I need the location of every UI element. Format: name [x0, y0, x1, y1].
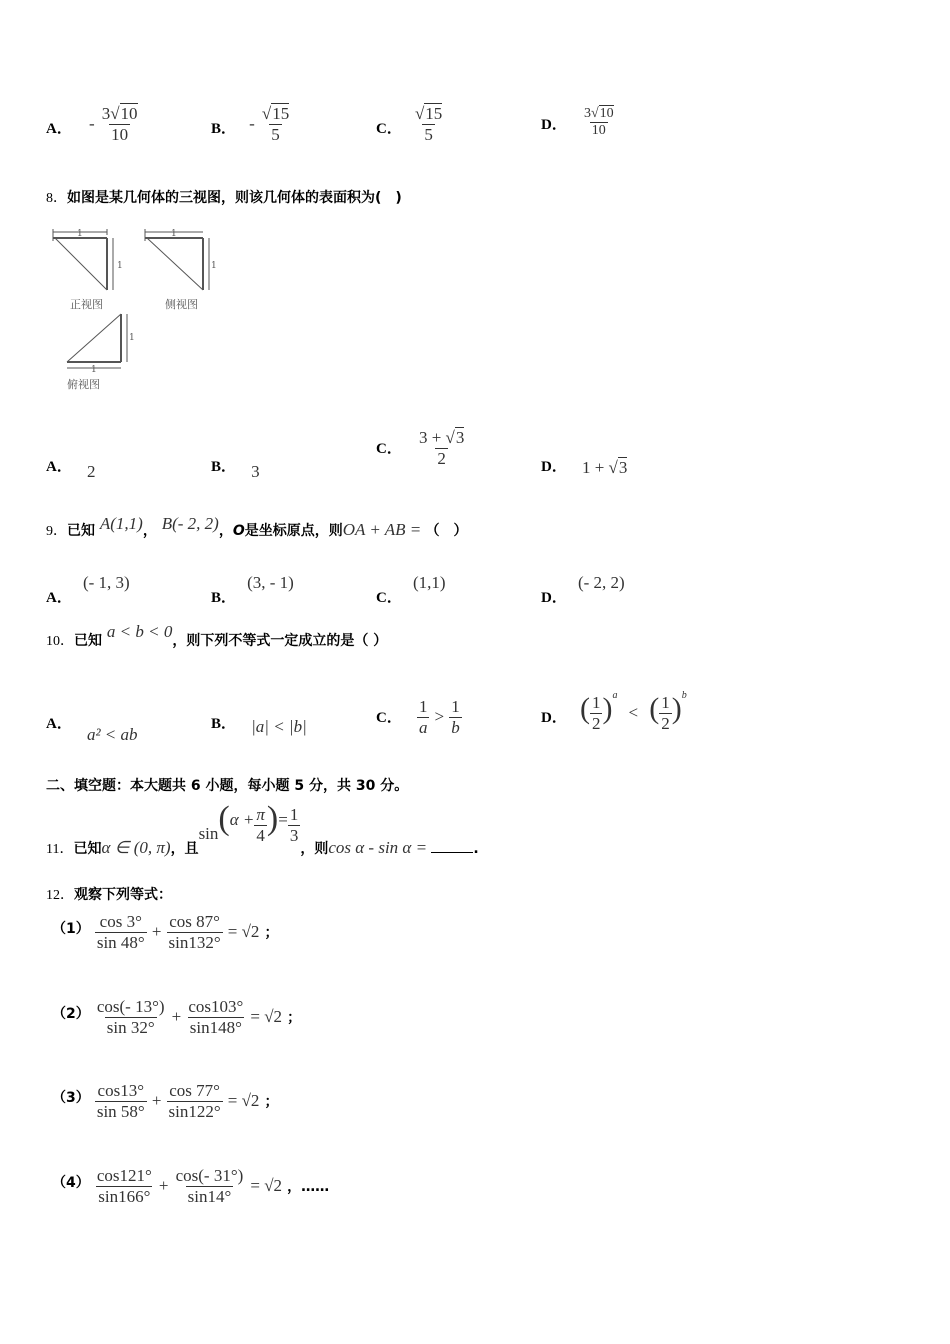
q7-option-b: B． - $\frac{√15}{5}$ — [211, 104, 290, 144]
q10-option-c: C． $\frac{1}{a}$ > $\frac{1}{b}$ — [376, 697, 460, 737]
q12-equation-1: （1） $\frac{\cos 3^\circ}{\sin 48^\circ}$ + $\frac{\cos 87^\circ}{\sin 132^\circ}$ = √2 ； — [52, 912, 279, 952]
fraction: $\frac{1}{b}$ — [451, 697, 460, 737]
q12-equation-3: （3） $\frac{\cos 13^\circ}{\sin 58^\circ}$ + $\frac{\cos 77^\circ}{\sin 122^\circ}$ = √2 ； — [52, 1081, 279, 1121]
question-number: 11． — [46, 842, 74, 857]
q9-option-b: B． (3, - 1) — [211, 573, 294, 606]
fraction: $\frac{√15}{5}$ — [261, 104, 290, 144]
q10-option-a: A． a² < ab — [46, 716, 138, 744]
question-number: 9． — [46, 524, 67, 539]
three-view-figure — [45, 222, 215, 397]
q10-option-b: B． |a| < |b| — [211, 716, 307, 736]
fraction: $\frac{1}{a}$ — [418, 697, 428, 737]
fraction: $\frac{\cos 87^\circ}{\sin 132^\circ}$ — [168, 912, 221, 952]
option-label: D． — [541, 710, 567, 726]
side-height-label: 1 — [211, 261, 217, 271]
target-expression: cos α - sin α = — [328, 838, 432, 857]
fraction: $\frac{1}{2}$ — [591, 693, 601, 733]
q8-stem — [46, 187, 402, 207]
fraction: $\frac{\pi}{4}$ — [256, 804, 265, 845]
option-label: B． — [211, 590, 237, 606]
q9-option-c: C． (1,1) — [376, 573, 446, 606]
section-heading: 二、填空题：本大题共 6 小题，每小题 5 分，共 30 分。 — [46, 778, 409, 794]
q9-stem: 9．已知 A(1,1)， B(- 2, 2)，O是坐标原点，则OA + AB = （ ） — [46, 514, 468, 539]
q7-option-a: A． - $\frac{3√10}{10}$ — [46, 104, 138, 144]
top-dim-label: 1 — [91, 365, 97, 375]
q7-option-d — [541, 106, 616, 139]
vector-expression: OA + AB = — [342, 520, 426, 539]
q8-option-b: B． 3 — [211, 459, 260, 481]
question-text: 如图是某几何体的三视图，则该几何体的表面积为( ) — [67, 190, 402, 206]
top-view — [67, 314, 127, 368]
q8-option-d: D． 1 + √3 — [541, 458, 628, 477]
fraction: $\frac{\cos 3^\circ}{\sin 48^\circ}$ — [96, 912, 145, 952]
question-number: 12． — [46, 888, 74, 903]
side-view — [145, 229, 209, 290]
front-view — [53, 229, 113, 290]
question-number: 10． — [46, 634, 74, 649]
side-view-label: 侧视图 — [165, 298, 198, 311]
fraction: $\frac{1}{3}$ — [289, 804, 299, 845]
fraction: $\frac{\cos 121^\circ}{\sin 166^\circ}$ — [96, 1166, 152, 1206]
q12-stem: 12．观察下列等式： — [46, 887, 172, 903]
fraction: $\frac{\cos 77^\circ}{\sin 122^\circ}$ — [168, 1081, 221, 1121]
option-label: C． — [376, 590, 402, 606]
fraction: $\frac{1}{2}$ — [661, 693, 670, 733]
front-height-label: 1 — [117, 261, 123, 271]
q8-option-c — [376, 428, 466, 469]
fraction: $\frac{3√10}{10}$ — [101, 104, 138, 144]
answer-blank — [431, 852, 473, 853]
fraction: $\frac{\cos 13^\circ}{\sin 58^\circ}$ — [96, 1081, 145, 1121]
option-label: D． — [541, 459, 567, 475]
option-label: C． — [376, 710, 402, 726]
q10-option-d: D． ( $\frac{1}{2}$ )$^a$ < ( $\frac{1}{2}$ )$^b$ — [541, 689, 687, 733]
option-label: A． — [46, 590, 72, 606]
option-label: B． — [211, 121, 237, 137]
q8-option-a: A． 2 — [46, 459, 96, 481]
front-view-label: 正视图 — [70, 299, 103, 311]
q12-equation-2: （2） $\frac{\cos(- 13^\circ)}{\sin 32^\circ}$ + $\frac{\cos 103^\circ}{\sin 148^\circ}$ = √2 ； — [52, 997, 302, 1037]
fraction: $\frac{\cos(- 13^\circ)}{\sin 32^\circ}$ — [96, 997, 165, 1037]
q9-option-d: D． (- 2, 2) — [541, 573, 625, 606]
q11-stem: 11．已知α ∈ (0, π)，且sin(α + $\frac{\pi}{4}$ )= $\frac{1}{3}$ ，则cos α - sin α = . — [46, 800, 479, 857]
option-label: B． — [211, 716, 237, 732]
fraction: $\frac{√15}{5}$ — [414, 104, 443, 144]
front-dim-label: 1 — [77, 229, 83, 239]
point-b: B(- 2, 2) — [161, 514, 219, 533]
option-label: D． — [541, 590, 567, 606]
fraction: $\frac{3 + √3}{2}$ — [418, 428, 465, 468]
option-label: A． — [46, 121, 72, 137]
fraction: $\frac{3√10}{10}$ — [583, 106, 614, 138]
option-label: C． — [376, 121, 402, 137]
option-label: A． — [46, 459, 72, 475]
option-label: A． — [46, 716, 72, 732]
q7-option-c — [376, 104, 444, 145]
q10-stem: 10．已知 a < b < 0，则下列不等式一定成立的是（ ） — [46, 622, 388, 649]
q12-equation-4: （4） $\frac{\cos 121^\circ}{\sin 166^\circ}$ + $\frac{\cos(- 31^\circ)}{\sin 14^\circ}$ = √2 ，…… — [52, 1166, 330, 1206]
side-dim-label: 1 — [171, 229, 177, 239]
option-label: B． — [211, 459, 237, 475]
top-height-label: 1 — [129, 333, 135, 343]
option-label: D． — [541, 117, 567, 133]
top-view-label: 俯视图 — [67, 378, 100, 391]
fraction: $\frac{\cos 103^\circ}{\sin 148^\circ}$ — [188, 997, 244, 1037]
condition: a < b < 0 — [106, 622, 173, 641]
option-label: C． — [376, 441, 402, 457]
fraction: $\frac{\cos(- 31^\circ)}{\sin 14^\circ}$ — [175, 1166, 244, 1206]
question-number: 8． — [46, 191, 67, 206]
condition: α ∈ (0, π) — [101, 838, 171, 857]
q9-option-a: A． (- 1, 3) — [46, 573, 130, 606]
point-a: A(1,1) — [99, 514, 143, 533]
